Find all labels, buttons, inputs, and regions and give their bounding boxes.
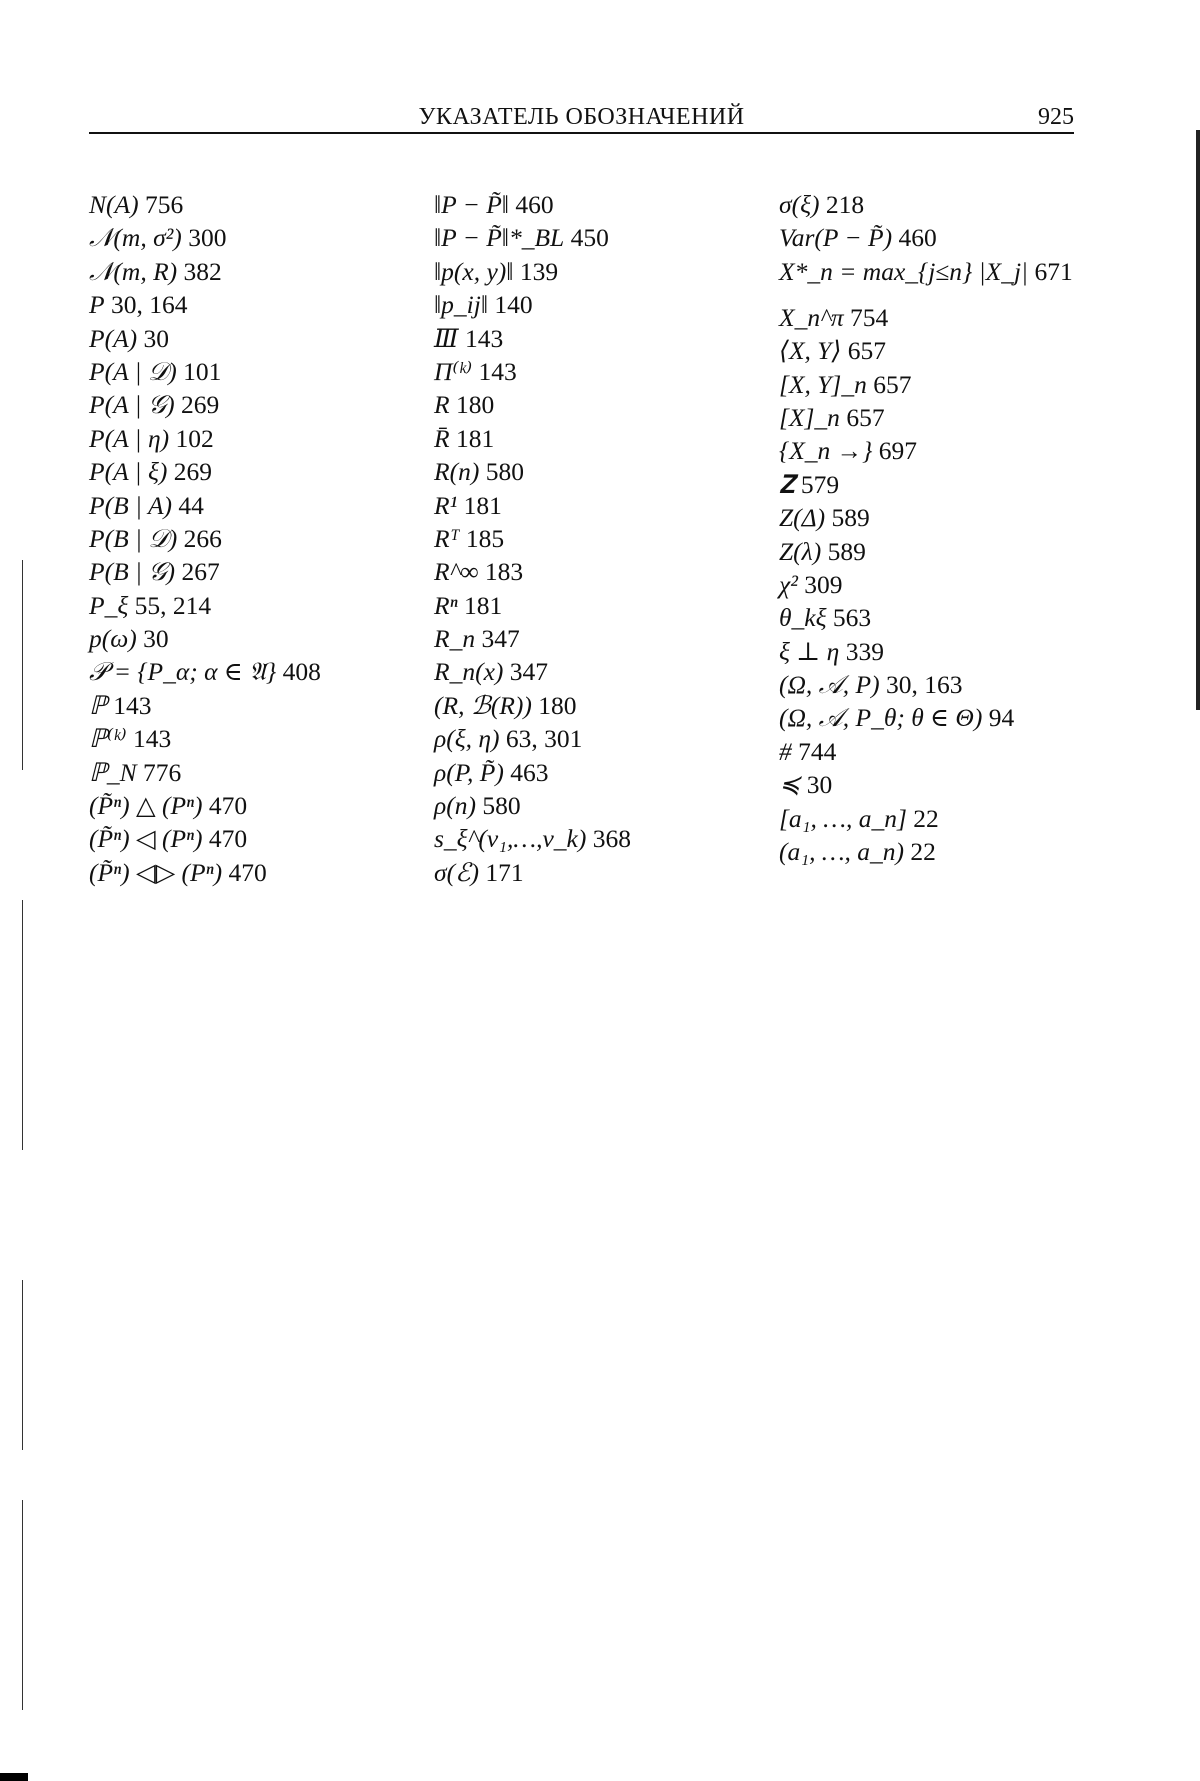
entry-page-ref: 22	[913, 803, 939, 833]
entry-page-ref: 269	[180, 390, 220, 420]
entry-symbol: R	[434, 390, 450, 420]
index-entry	[89, 355, 419, 388]
entry-page-ref: 139	[519, 256, 559, 286]
entry-page-ref: 181	[455, 423, 495, 453]
index-entry	[89, 589, 419, 622]
entry-symbol: ‖P − P̃‖*_BL	[434, 223, 565, 253]
entry-symbol: R̄	[434, 423, 450, 453]
entry-page-ref: 671	[1034, 256, 1073, 286]
entry-symbol: 𝐙	[779, 469, 795, 499]
entry-symbol: Rᵀ	[434, 523, 460, 553]
entry-symbol: s_ξ^(ν₁,…,ν_k)	[434, 824, 587, 854]
index-column-3	[779, 188, 1109, 868]
entry-symbol: R_n(x)	[434, 657, 504, 687]
index-entry	[779, 535, 1109, 568]
scan-margin-line	[22, 900, 23, 1150]
entry-symbol: P(A | 𝒢)	[89, 390, 175, 420]
entry-symbol: [a₁, …, a_n]	[779, 803, 907, 833]
entry-symbol: ρ(ξ, η)	[434, 724, 500, 754]
entry-symbol: R^∞	[434, 557, 479, 587]
entry-page-ref: 102	[175, 423, 214, 453]
index-entry	[779, 701, 1109, 734]
entry-symbol: p(ω)	[89, 624, 137, 654]
index-entry	[779, 434, 1109, 467]
entry-page-ref: 101	[183, 356, 222, 386]
index-entry	[779, 835, 1109, 868]
entry-page-ref: 140	[494, 290, 533, 320]
entry-page-ref: 697	[878, 436, 917, 466]
entry-symbol: P(A | 𝒟)	[89, 356, 177, 386]
index-entry	[779, 735, 1109, 768]
entry-symbol: ⟨X, Y⟩	[779, 336, 842, 366]
entry-symbol: Rⁿ	[434, 590, 458, 620]
index-entry	[434, 322, 764, 355]
index-entry	[434, 422, 764, 455]
entry-symbol: ℙ⁽ᵏ⁾	[89, 724, 127, 754]
index-entry	[434, 188, 764, 221]
entry-page-ref: 181	[463, 590, 503, 620]
entry-symbol: (R, ℬ(R))	[434, 690, 532, 720]
index-entry	[779, 768, 1109, 801]
entry-symbol: P(B | 𝒢)	[89, 557, 176, 587]
entry-page-ref: 657	[847, 336, 887, 366]
entry-symbol: Var(P − P̃)	[779, 223, 893, 253]
index-entry	[89, 689, 419, 722]
entry-page-ref: 347	[481, 624, 520, 654]
entry-page-ref: 339	[845, 636, 884, 666]
index-entry	[434, 856, 764, 889]
entry-symbol: P_ξ	[89, 590, 129, 620]
entry-page-ref: 30	[143, 624, 169, 654]
entry-symbol: σ(ℰ)	[434, 857, 479, 887]
entry-page-ref: 30, 164	[110, 290, 188, 320]
entry-page-ref: 30	[143, 323, 170, 353]
entry-page-ref: 657	[873, 369, 912, 399]
index-entry	[434, 255, 764, 288]
entry-symbol: 𝒩(m, R)	[89, 256, 178, 286]
index-entry	[779, 401, 1109, 434]
entry-symbol: ξ ⊥ η	[779, 636, 840, 666]
entry-symbol: ρ(P, P̃)	[434, 757, 504, 787]
index-entry	[434, 689, 764, 722]
entry-page-ref: 300	[188, 223, 227, 253]
index-entry	[779, 188, 1109, 221]
scan-margin-line	[22, 1280, 23, 1450]
entry-page-ref: 563	[832, 603, 872, 633]
entry-page-ref: 22	[910, 837, 936, 867]
index-entry	[434, 489, 764, 522]
entry-symbol: (Ω, 𝒜, P_θ; θ ∈ Θ)	[779, 703, 983, 733]
entry-symbol: R¹	[434, 490, 458, 520]
index-entry	[434, 756, 764, 789]
index-entry	[89, 221, 419, 254]
index-entry	[89, 822, 419, 855]
entry-symbol: Π⁽ᵏ⁾	[434, 356, 473, 386]
entry-page-ref: 44	[178, 490, 204, 520]
entry-page-ref: 470	[208, 824, 248, 854]
index-entry	[434, 355, 764, 388]
entry-symbol: ‖p(x, y)‖	[434, 256, 514, 286]
entry-symbol: P	[89, 290, 105, 320]
entry-symbol: R_n	[434, 624, 476, 654]
index-entry	[779, 221, 1109, 254]
entry-page-ref: 171	[485, 857, 524, 887]
index-entry	[779, 668, 1109, 701]
entry-page-ref: 63, 301	[505, 724, 583, 754]
entry-symbol: Z(λ)	[779, 536, 822, 566]
index-entry	[434, 589, 764, 622]
index-entry	[89, 255, 419, 288]
entry-symbol: (P̃ⁿ) ◁ (Pⁿ)	[89, 824, 203, 854]
index-entry	[89, 188, 419, 221]
index-entry	[779, 501, 1109, 534]
entry-symbol: 𝒩(m, σ²)	[89, 223, 182, 253]
index-entry	[434, 388, 764, 421]
index-entry	[434, 522, 764, 555]
entry-page-ref: 94	[988, 703, 1015, 733]
index-entry	[779, 334, 1109, 367]
entry-page-ref: 579	[800, 469, 840, 499]
entry-symbol: Z(Δ)	[779, 503, 826, 533]
scan-corner-mark	[0, 1773, 28, 1781]
entry-symbol: χ²	[779, 569, 798, 599]
entry-page-ref: 470	[228, 857, 267, 887]
entry-page-ref: 589	[831, 503, 870, 533]
entry-page-ref: 580	[485, 457, 524, 487]
index-column-2	[434, 188, 764, 889]
entry-page-ref: 368	[592, 824, 631, 854]
index-entry	[89, 655, 419, 688]
scan-edge-mark	[1196, 130, 1200, 710]
index-entry	[89, 756, 419, 789]
entry-page-ref: 266	[183, 523, 222, 553]
entry-symbol: (P̃ⁿ) ◁▷ (Pⁿ)	[89, 857, 223, 887]
index-entry	[434, 789, 764, 822]
entry-symbol: #	[779, 736, 792, 766]
page-header	[89, 98, 1074, 134]
index-entry	[89, 622, 419, 655]
index-entry	[89, 288, 419, 321]
entry-symbol: P(A)	[89, 323, 138, 353]
entry-symbol: (P̃ⁿ) △ (Pⁿ)	[89, 791, 203, 821]
entry-page-ref: 143	[113, 690, 152, 720]
entry-symbol: ‖P − P̃‖	[434, 190, 509, 219]
entry-page-ref: 185	[465, 523, 505, 553]
entry-symbol: ≼	[779, 770, 801, 800]
entry-symbol: P(B | A)	[89, 490, 173, 520]
entry-page-ref: 382	[183, 256, 222, 286]
entry-page-ref: 218	[825, 190, 865, 219]
entry-page-ref: 408	[282, 657, 321, 687]
scan-margin-line	[22, 1500, 23, 1710]
index-entry	[779, 468, 1109, 501]
index-column-1	[89, 188, 419, 889]
entry-symbol: [X]_n	[779, 402, 840, 432]
entry-page-ref: 460	[515, 190, 554, 219]
entry-page-ref: 143	[464, 323, 504, 353]
entry-symbol: σ(ξ)	[779, 190, 820, 219]
index-entry	[89, 489, 419, 522]
index-entry	[779, 255, 1109, 301]
index-entry	[779, 368, 1109, 401]
entry-page-ref: 744	[798, 736, 837, 766]
index-entry	[89, 388, 419, 421]
index-entry	[434, 655, 764, 688]
entry-page-ref: 183	[484, 557, 524, 587]
index-entry	[434, 288, 764, 321]
index-entry	[434, 822, 764, 855]
scan-margin-line	[22, 560, 23, 770]
entry-page-ref: 30, 163	[886, 670, 963, 700]
entry-page-ref: 143	[478, 356, 517, 386]
index-entry	[89, 322, 419, 355]
entry-symbol: Ⅲ	[434, 323, 459, 353]
entry-page-ref: 580	[482, 791, 521, 821]
index-entry	[434, 722, 764, 755]
entry-symbol: P(B | 𝒟)	[89, 523, 178, 553]
entry-page-ref: 460	[898, 223, 937, 253]
entry-page-ref: 309	[804, 569, 843, 599]
index-entry	[434, 555, 764, 588]
entry-page-ref: 55, 214	[134, 590, 212, 620]
entry-symbol: [X, Y]_n	[779, 369, 867, 399]
entry-symbol: P(A | η)	[89, 423, 170, 453]
entry-symbol: (a₁, …, a_n)	[779, 837, 905, 867]
index-entry	[779, 301, 1109, 334]
entry-symbol: ℙ_N	[89, 757, 137, 787]
index-entry	[779, 635, 1109, 668]
index-entry	[779, 601, 1109, 634]
entry-page-ref: 180	[538, 690, 577, 720]
entry-page-ref: 267	[181, 557, 220, 587]
entry-page-ref: 347	[509, 657, 549, 687]
index-entry	[89, 789, 419, 822]
entry-page-ref: 657	[846, 402, 885, 432]
entry-page-ref: 450	[570, 223, 609, 253]
entry-page-ref: 756	[144, 190, 184, 219]
index-entry	[89, 455, 419, 488]
entry-symbol: 𝒫 = {P_α; α ∈ 𝔄}	[89, 657, 277, 687]
entry-page-ref: 589	[827, 536, 866, 566]
entry-symbol: R(n)	[434, 457, 480, 487]
entry-symbol: X_n^π	[779, 302, 844, 332]
index-entry	[779, 802, 1109, 835]
entry-symbol: ‖p_ij‖	[434, 290, 488, 320]
entry-page-ref: 776	[143, 757, 182, 787]
entry-symbol: P(A | ξ)	[89, 457, 168, 487]
entry-symbol: θ_kξ	[779, 603, 827, 633]
entry-page-ref: 470	[208, 791, 248, 821]
index-entry	[89, 722, 419, 755]
index-entry	[89, 555, 419, 588]
entry-page-ref: 181	[463, 490, 502, 520]
entry-page-ref: 754	[849, 302, 889, 332]
entry-symbol: N(A)	[89, 190, 139, 219]
index-entry	[89, 522, 419, 555]
index-entry	[89, 856, 419, 889]
page-number: 925	[1038, 104, 1074, 130]
index-entry	[779, 568, 1109, 601]
entry-symbol: {X_n →}	[779, 436, 873, 466]
entry-page-ref: 180	[455, 390, 495, 420]
entry-symbol: ℙ	[89, 690, 107, 720]
index-entry	[434, 221, 764, 254]
running-title: УКАЗАТЕЛЬ ОБОЗНАЧЕНИЙ	[418, 104, 745, 130]
index-entry	[434, 455, 764, 488]
entry-page-ref: 143	[132, 724, 172, 754]
entry-page-ref: 269	[173, 457, 212, 487]
entry-symbol: ρ(n)	[434, 791, 476, 821]
entry-symbol: X*_n = max_{j≤n} |X_j|	[779, 256, 1029, 286]
entry-page-ref: 30	[806, 770, 833, 800]
entry-symbol: (Ω, 𝒜, P)	[779, 670, 880, 700]
entry-page-ref: 463	[510, 757, 549, 787]
index-entry	[89, 422, 419, 455]
index-entry	[434, 622, 764, 655]
